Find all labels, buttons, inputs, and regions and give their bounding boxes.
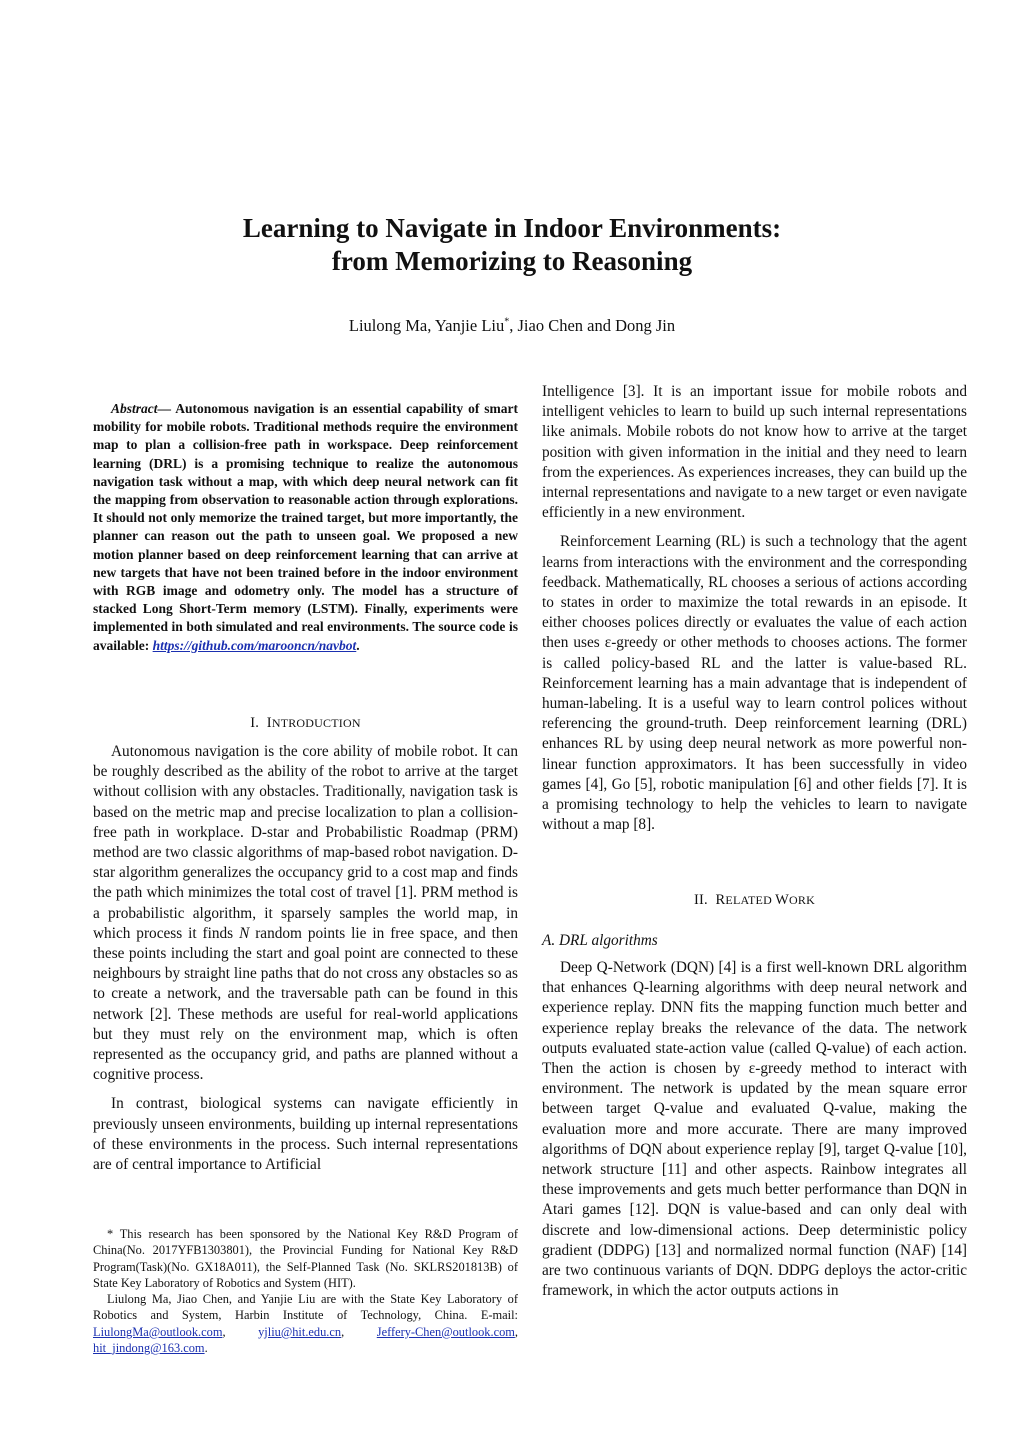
section-initial: I	[266, 715, 272, 731]
section-initial: R	[715, 892, 726, 908]
paragraph	[93, 742, 518, 1085]
section-initial: W	[775, 892, 790, 908]
footnotes	[93, 1226, 518, 1356]
section-rest: NTRODUCTION	[271, 716, 361, 730]
paper-title	[0, 212, 1024, 278]
authors-pre: Liulong Ma, Yanjie Liu	[348, 316, 505, 335]
abstract-dash: —	[157, 401, 172, 416]
section-number: I.	[250, 715, 260, 731]
abstract-label: Abstract	[111, 401, 158, 416]
abstract-end: .	[356, 637, 360, 653]
right-column-text	[542, 382, 967, 835]
paragraph: Intelligence [3]. It is an important issue for mobile robots and intelligent vehicles to learn to build up such internal representations like animals. Mobile robots do not know how to arrive at the target position with given information in the initial and they need to learn from the experiences. As experiences increases, they can build up the internal representations and navigate to a new target or even navigate efficiently in a new environment.	[542, 383, 967, 522]
corresponding-mark: *	[504, 316, 510, 328]
section-heading-introduction	[93, 715, 518, 732]
author-list	[0, 316, 1024, 336]
paragraph: Deep Q-Network (DQN) [4] is a first well-known DRL algorithm that enhances Q-learning algorithms with deep neural network and experience replay. DNN fits the mapping function much better and experience replay breaks the relevance of the data. The network outputs evaluated state-action value (called Q-value) of each action. Then the action is chosen by ε-greedy method to interact with environment. The network is updated by the mean square error between target Q-value and evaluated Q-value, making the evaluation more and more accurate. There are many improved algorithms of DQN about experience replay [9], target Q-value [10], network structure [11] and other aspects. Rainbow integrates all these improvements and gets much better performance than DQN in Atari games [12]. DQN is value-based and can only deal with discrete and low-dimensional actions. Deep deterministic policy gradient (DDPG) [13] and normalized normal function (NAF) [14] are two continuous variants of DQN. DDPG deploys the actor-critic framework, in which the actor outputs actions in	[542, 959, 967, 1300]
source-code-link[interactable]: https://github.com/marooncn/navbot	[152, 637, 357, 653]
email-link[interactable]: yjliu@hit.edu.cn	[258, 1324, 342, 1339]
separator: ,	[514, 1324, 519, 1339]
section-rest: ELATED	[725, 893, 776, 907]
paragraph: Reinforcement Learning (RL) is such a technology that the agent learns from interactions with the environment and the corresponding feedback. Mathematically, RL chooses a serious of actions according to states in order to maximize the total rewards in an episode. It either chooses polices directly or evaluates the value of each action then uses ε-greedy or other methods to chooses actions. The former is called policy-based RL and the latter is value-based RL. Reinforcement learning has a main advantage that is independent of human-labeling. It is a useful way to learn control polices without referencing the ground-truth. Deep reinforcement learning (DRL) enhances RL by using deep neural network as more powerful non-linear function approximators. It has been successfully in video games [4], Go [5], robotic manipulation [6] and other fields [7]. It is a promising technology to help the vehicles to learn to navigate without a map [8].	[542, 533, 967, 834]
title-line-1: Learning to Navigate in Indoor Environments:	[242, 213, 782, 243]
paragraph: In contrast, biological systems can navigate efficiently in previously unseen environments, building up internal representations of these environments in the process. Such internal representations are of central importance to Artificial	[93, 1095, 518, 1174]
authors-post: , Jiao Chen and Dong Jin	[509, 316, 676, 335]
subsection-heading: A. DRL algorithms	[542, 932, 658, 949]
intro-p1-n: N	[239, 924, 250, 942]
email-link[interactable]: Jeffery-Chen@outlook.com	[376, 1324, 515, 1339]
abstract	[93, 400, 518, 655]
section-number: II.	[694, 892, 708, 908]
intro-p1-a: Autonomous navigation is the core ability of mobile robot. It can be roughly described as the ability of the robot to arrive at the target without collision with any obstacles. Traditionally, navigation task is based on the metric map and precise localization to plan a collision-free path in workplace. D-star and Probabilistic Roadmap (PRM) method are two classic algorithms of map-based robot navigation. D-star algorithm generalizes the occupancy grid to a cost map and finds the path which minimizes the total cost of travel [1]. PRM method is a probabilistic algorithm, it sparsely samples the world map, in which process it finds	[93, 743, 518, 942]
section-heading-related-work	[542, 892, 967, 909]
email-link[interactable]: hit_jindong@163.com	[93, 1341, 205, 1356]
abstract-body: Autonomous navigation is an essential capability of smart mobility for mobile robots. Traditional methods require the environment map to plan a collision-free path in workspace. Deep reinforcement learning (DRL) is a promising technique to realize the autonomous navigation task without a map, with which deep neural network can fit the mapping from observation to reasonable action through explorations. It should not only memorize the trained target, but more importantly, the planner can reason out the path to unseen goal. We proposed a new motion planner based on deep reinforcement learning that can arrive at new targets that have not been trained before in the indoor environment with RGB image and odometry only. The model has a structure of stacked Long Short-Term memory (LSTM). Finally, experiments were implemented in both simulated and real environments. The source code is available:	[93, 401, 518, 653]
email-link[interactable]: LiulongMa@outlook.com	[93, 1324, 223, 1339]
intro-p1-b: random points lie in free space, and then these points including the start and goal point are connected to these neighbours by straight line paths that do not cross any obstacles so as to create a network, and the traversable path can be found in this network [2]. These methods are useful for real-world applications but they must rely on the environment map, which is often represented as the occupancy grid, and paths are planned without a cognitive process.	[93, 924, 518, 1084]
footnote-affiliation	[93, 1291, 518, 1356]
terminator: .	[204, 1341, 208, 1356]
section-rest: ORK	[789, 893, 815, 907]
related-work-text	[542, 958, 967, 1301]
title-line-2: from Memorizing to Reasoning	[331, 246, 693, 276]
footnote-funding: * This research has been sponsored by the National Key R&D Program of China(No. 2017YFB1303801), the Provincial Funding for National Key R&D Program(Task)(No. GX18A011), the Self-Planned Task (No. SKLRS201813B) of State Key Laboratory of Robotics and System (HIT).	[93, 1227, 518, 1290]
separator: ,	[341, 1324, 345, 1339]
affiliation-text: Liulong Ma, Jiao Chen, and Yanjie Liu are with the State Key Laboratory of Robotics and System, Harbin Institute of Technology, China. E-mail:	[93, 1292, 518, 1323]
separator: ,	[222, 1324, 226, 1339]
introduction-text	[93, 742, 518, 1175]
